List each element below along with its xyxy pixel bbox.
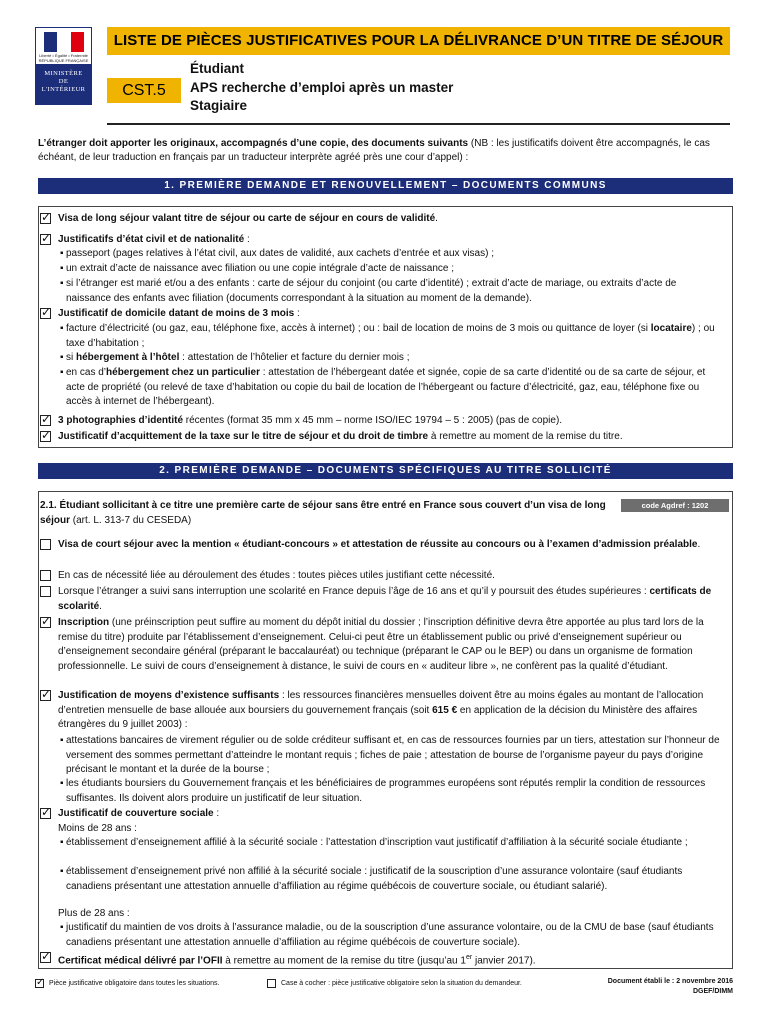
section-1-header: 1. PREMIÈRE DEMANDE ET RENOUVELLEMENT – DOCUMENTS COMMUNS (38, 178, 733, 194)
item-text: : les ressources financières mensuelles doivent être au moins égales au montant de l’allocation d’entretien mensuelle de base allouée aux boursiers du gouvernement français (soit (58, 690, 704, 716)
item-text: janvier 2017). (472, 955, 536, 967)
logo-ministry-line: MINISTÈRE (44, 70, 83, 77)
age-label: Moins de 28 ans : (58, 823, 137, 834)
document-subtitles (190, 60, 453, 116)
checked-checkbox-icon (40, 617, 51, 628)
logo-ministry-line: DE (58, 78, 69, 85)
subsection-bold: 2.1. Étudiant sollicitant à ce titre une première carte de séjour sans être entré en France sous couvert d’un visa de long séjour (40, 500, 606, 526)
bullet-text: : attestation de l’hébergeant datée et signée, copie de sa carte d’identité ou de sa carte de séjour, et acte de propriété (ou relevé de taxe d’habitation ou copie du bail de location de l’hébergeant ou facture d’électricité, gaz, eau, téléphone fixe ou accès à internet de l’hébergeant). (66, 367, 706, 408)
checked-checkbox-icon (40, 431, 51, 442)
agdref-code-badge: code Agdref : 1202 (621, 499, 729, 512)
bullet-text: passeport (pages relatives à l’état civil, aux dates de validité, aux cachets d’entrée et aux visas) ; (66, 248, 495, 259)
unchecked-checkbox-icon[interactable] (40, 570, 51, 581)
checked-checkbox-icon (40, 415, 51, 426)
bullet-text: attestations bancaires de virement régulier ou de solde créditeur suffisant et, en cas de ressources fournies par un tiers, attestation sur l’honneur de versement des sommes permettant d’atteindre le montant requis ; fiches de paie ; attestation de bourse de l’organisme payeur du pays d’origine précisant le montant et la durée de la bourse ; (66, 735, 720, 776)
checked-checkbox-icon (40, 952, 51, 963)
legend-checked-text: Pièce justificative obligatoire dans toutes les situations. (49, 980, 220, 987)
checked-checkbox-icon (40, 308, 51, 319)
bullet-text: facture d’électricité (ou gaz, eau, téléphone fixe, accès à internet) ; ou : bail de location de moins de 3 mois ou quittance de loyer (si (66, 323, 651, 334)
item-bold: certificats de scolarité (58, 586, 712, 612)
item-text: : (213, 808, 220, 819)
item-text: . (697, 539, 701, 550)
age-label: Plus de 28 ans : (58, 908, 130, 919)
document-date: Document établi le : 2 novembre 2016 (607, 978, 733, 985)
bullet-text: justificatif du maintien de vos droits à l’assurance maladie, ou de la souscription d’une assurance volontaire, ou de la CMU de base (sauf étudiants canadiens présentant une attestation annuelle d’affiliation au régime québécois de couverture sociale). (66, 922, 714, 948)
subtitle-line: Étudiant (190, 61, 244, 76)
subsection-2-1-title (40, 499, 615, 528)
ministry-logo (35, 27, 92, 105)
unchecked-checkbox-icon[interactable] (40, 539, 51, 550)
bullet-text: : attestation de l’hôtelier et facture du dernier mois ; (179, 352, 410, 363)
bullet-text: si (66, 352, 76, 363)
bullet-text: un extrait d’acte de naissance avec filiation ou une copie intégrale d’acte de naissance ; (66, 263, 455, 274)
subsection-text: (art. L. 313-7 du CESEDA) (70, 514, 192, 526)
item-bold: Visa de long séjour valant titre de séjour ou carte de séjour en cours de validité (58, 213, 436, 224)
subtitle-line: APS recherche d’emploi après un master (190, 79, 454, 95)
bullet-text: établissement d’enseignement affilié à la sécurité sociale : l’attestation d’inscription vaut justificatif d’affiliation à la sécurité sociale étudiante ; (66, 837, 688, 848)
item-bold: Justificatifs d’état civil et de nationalité (58, 234, 245, 245)
legend-unchecked-text: Case à cocher : pièce justificative obligatoire selon la situation du demandeur. (281, 980, 522, 987)
bullet-text: établissement d’enseignement privé non affilié à la sécurité sociale : justificatif de la souscription d’une assurance volontaire (sauf étudiants canadiens présentant une attestation annuelle d’affiliation au régime québécois de couverture sociale, ou étudiant salarié). (66, 866, 683, 892)
item-text: à remettre au moment de la remise du titre (jusqu’au 1 (222, 955, 466, 967)
document-org: DGEF/DIMM (692, 988, 733, 995)
document-code-badge: CST.5 (107, 78, 181, 103)
intro-rest: (NB : les justificatifs doivent être accompagnés, le cas échéant, de leur traduction en français par un traducteur interprète agréé près une cour d’appel) : (38, 138, 710, 163)
item-text: à remettre au moment de la remise du titre. (428, 431, 623, 442)
item-text: (une préinscription peut suffire au moment du dépôt initial du dossier ; l’inscription définitive devra être apportée au plus tard lors de la remise du titre) produite par l’établissement d’enseignement. Celui-ci peut être un établissement public ou privé d’enseignement supérieur ou d’enseignement secondaire général (préparant le baccalauréat) ou technique (préparant le CAP ou le BEP) ou dans un organisme de formation professionnelle. Le suivi de cours d’enseignement à distance, le suivi de cours en « auditeur libre », ne confèrent pas la qualité d’étudiant. (58, 617, 704, 673)
footer-info (608, 977, 733, 997)
bullet-text: si l’étranger est marié et/ou a des enfants : carte de séjour du conjoint (ou carte d’identité) ; extrait d’acte de mariage, ou extraits d’acte de naissance des enfants avec filiation (documents correspondant à la situation au moment de la demande). (66, 278, 677, 304)
item-bold: Inscription (58, 617, 110, 628)
bullet-text: ) ; ou taxe d’habitation ; (66, 323, 715, 349)
item-bold: 3 photographies d’identité (58, 415, 184, 426)
bullet-bold: hébergement chez un particulier (106, 367, 260, 378)
bullet-text: les étudiants boursiers du Gouvernement français et les bénéficiaires de programmes européens sont réputés remplir la condition de ressources suffisantes. Ils doivent alors produire un justificatif de leur situation. (66, 778, 706, 804)
title-bar (107, 27, 730, 55)
item-text: : (294, 308, 300, 319)
logo-republic-text: Liberté • Égalité • Fraternité RÉPUBLIQUE FRANÇAISE (38, 53, 89, 63)
item-amount: 615 € (432, 704, 458, 716)
bullet-text: en cas d’ (66, 367, 107, 378)
item-bold: Certificat médical délivré par l’OFII (58, 955, 223, 967)
item-text: en application de la décision du Ministère des affaires étrangères du 9 juillet 2003) : (58, 704, 698, 731)
checked-checkbox-icon (40, 690, 51, 701)
bullet-bold: locataire (650, 323, 692, 334)
section-2-header: 2. PREMIÈRE DEMANDE – DOCUMENTS SPÉCIFIQUES AU TITRE SOLLICITÉ (38, 463, 733, 479)
logo-ministry (36, 64, 91, 104)
french-flag-icon (44, 32, 84, 52)
checked-checkbox-icon (40, 234, 51, 245)
logo-ministry-line: L'INTÉRIEUR (41, 86, 86, 93)
item-text: En cas de nécessité liée au déroulement des études : toutes pièces utiles justifiant cette nécessité. (58, 570, 495, 581)
item-text: . (99, 600, 102, 612)
item-text: Lorsque l’étranger a suivi sans interruption une scolarité en France depuis l’âge de 16 ans et qu’il y poursuit des études supérieures : (58, 586, 650, 597)
checked-checkbox-icon (35, 979, 44, 988)
page-title: LISTE DE PIÈCES JUSTIFICATIVES POUR LA DÉLIVRANCE D’UN TITRE DE SÉJOUR (113, 32, 724, 49)
item-bold: Justification de moyens d’existence suffisants (58, 690, 280, 701)
intro-bold: L’étranger doit apporter les originaux, accompagnés d’une copie, des documents suivants (38, 138, 469, 149)
unchecked-checkbox-icon (267, 979, 276, 988)
checked-checkbox-icon (40, 213, 51, 224)
logo-top (36, 28, 91, 64)
item-superscript: er (465, 954, 473, 961)
checked-checkbox-icon (40, 808, 51, 819)
item-text: : (244, 234, 250, 245)
unchecked-checkbox-icon[interactable] (40, 586, 51, 597)
intro-paragraph (38, 137, 733, 164)
item-bold: Justificatif de couverture sociale (58, 808, 214, 819)
bullet-bold: hébergement à l’hôtel (76, 352, 180, 363)
subtitle-line: Stagiaire (190, 98, 248, 113)
item-bold: Justificatif de domicile datant de moins de 3 mois (58, 308, 295, 319)
item-bold: Visa de court séjour avec la mention « étudiant-concours » et attestation de réussite au concours ou à l’examen d’admission préalable (58, 539, 698, 550)
item-text: . (435, 213, 438, 224)
item-text: récentes (format 35 mm x 45 mm – norme ISO/IEC 19794 – 5 : 2005) (pas de copie). (183, 415, 563, 426)
item-bold: Justificatif d’acquittement de la taxe sur le titre de séjour et du droit de timbre (58, 431, 429, 442)
header-divider (107, 123, 730, 125)
